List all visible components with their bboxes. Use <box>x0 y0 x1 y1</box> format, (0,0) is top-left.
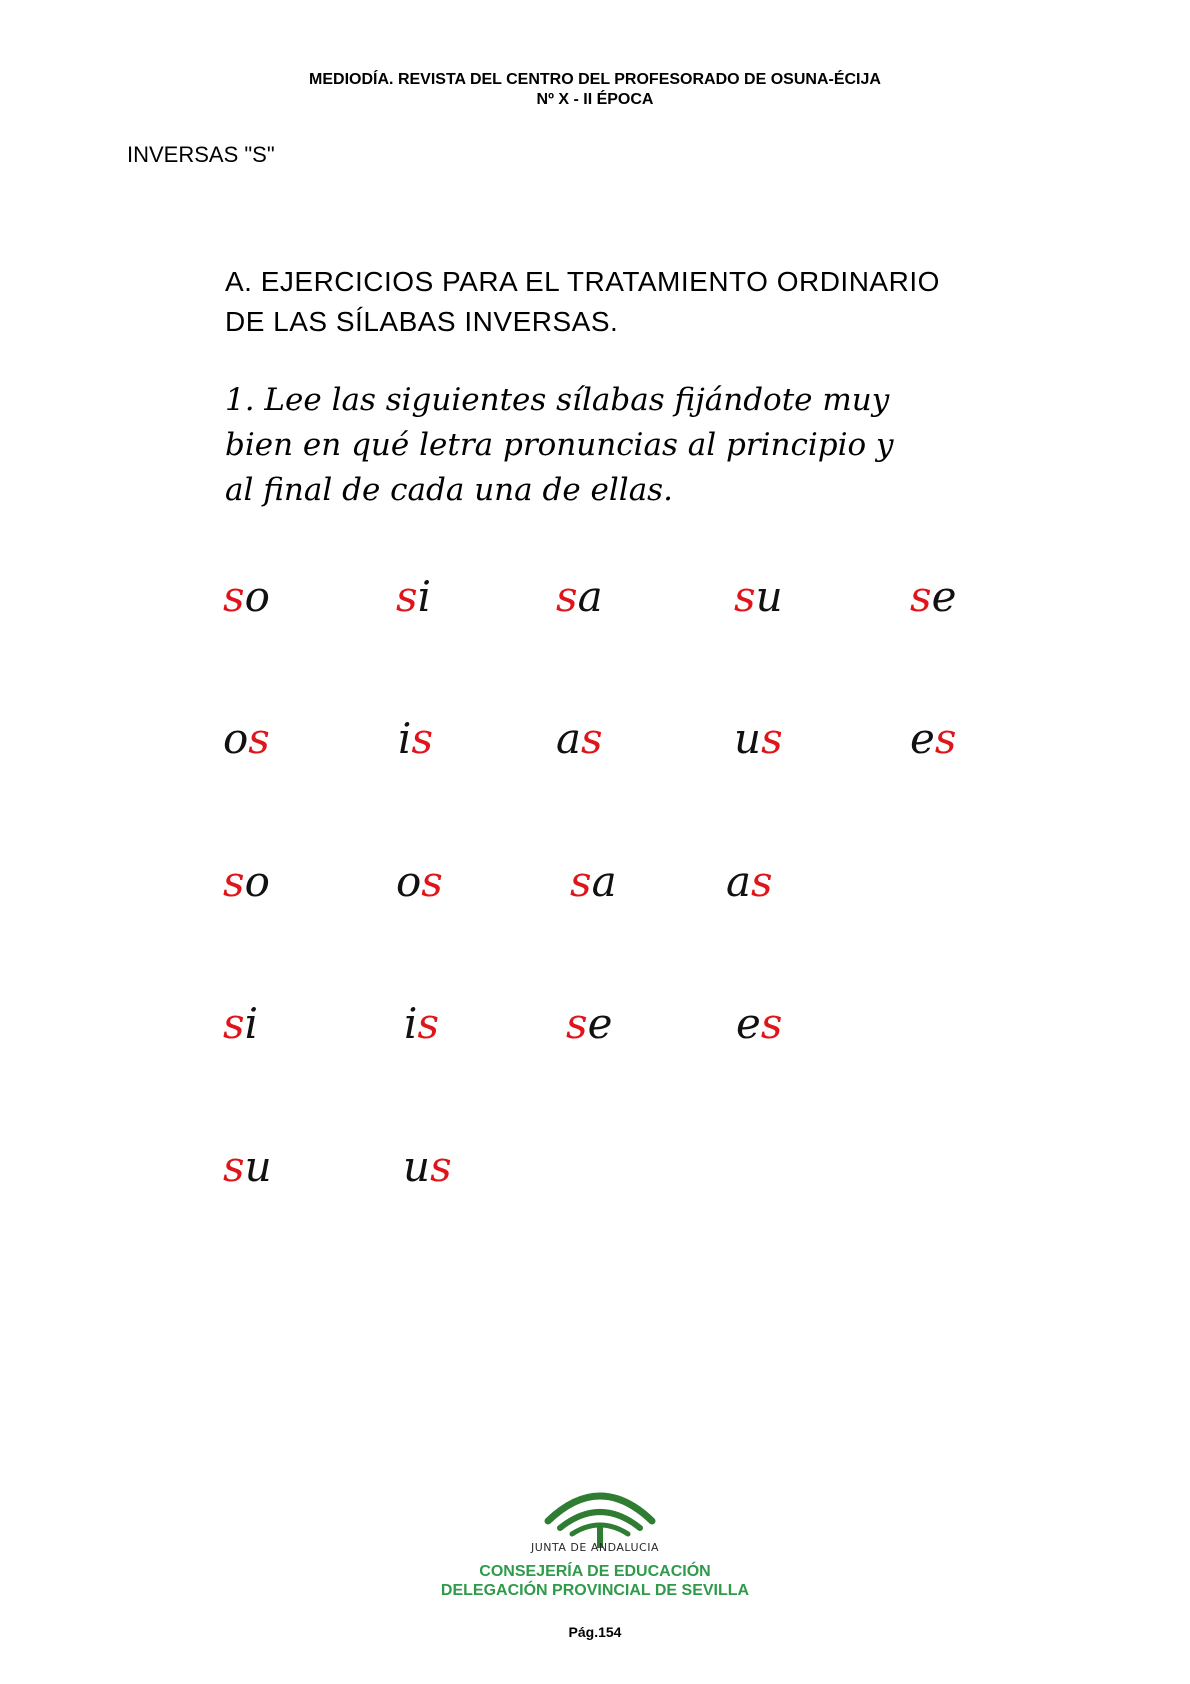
syllable: so <box>223 572 270 621</box>
journal-header <box>0 70 1190 110</box>
section-heading-line-2: DE LAS SÍLABAS INVERSAS. <box>225 306 619 337</box>
syllable: so <box>223 857 270 906</box>
syllable: si <box>396 572 431 621</box>
syllable: su <box>734 572 783 621</box>
instruction-line-2: bien en qué letra pronuncias al principio y <box>225 427 894 463</box>
syllable: sa <box>556 572 603 621</box>
syllable: os <box>223 714 270 763</box>
syllable: es <box>910 714 957 763</box>
syllable: os <box>396 857 443 906</box>
syllable: se <box>910 572 957 621</box>
journal-issue: Nº X - II ÉPOCA <box>536 91 654 108</box>
section-heading <box>225 262 940 342</box>
syllable: is <box>404 999 439 1048</box>
logo-arch-outer <box>548 1496 652 1521</box>
syllable: sa <box>570 857 617 906</box>
footer <box>0 1562 1190 1600</box>
footer-line-1: CONSEJERÍA DE EDUCACIÓN <box>479 1563 711 1580</box>
instruction-line-1: 1. Lee las siguientes sílabas fijándote muy <box>225 382 890 418</box>
topic-title: INVERSAS "S" <box>127 142 275 167</box>
syllable: es <box>736 999 783 1048</box>
instruction-line-3: al final de cada una de ellas. <box>225 472 673 508</box>
syllable: se <box>566 999 613 1048</box>
syllable: as <box>556 714 603 763</box>
syllable: us <box>403 1142 452 1191</box>
syllable: is <box>398 714 433 763</box>
syllable: si <box>223 999 258 1048</box>
journal-title: MEDIODÍA. REVISTA DEL CENTRO DEL PROFESORADO DE OSUNA-ÉCIJA <box>309 71 881 88</box>
section-heading-line-1: A. EJERCICIOS PARA EL TRATAMIENTO ORDINARIO <box>225 266 940 297</box>
page-number: Pág.154 <box>568 1624 622 1640</box>
exercise-instruction <box>225 378 1025 513</box>
syllable: us <box>734 714 783 763</box>
syllable: su <box>223 1142 272 1191</box>
logo-label: JUNTA DE ANDALUCIA <box>531 1541 659 1554</box>
footer-line-2: DELEGACIÓN PROVINCIAL DE SEVILLA <box>440 1582 750 1599</box>
syllable: as <box>726 857 773 906</box>
